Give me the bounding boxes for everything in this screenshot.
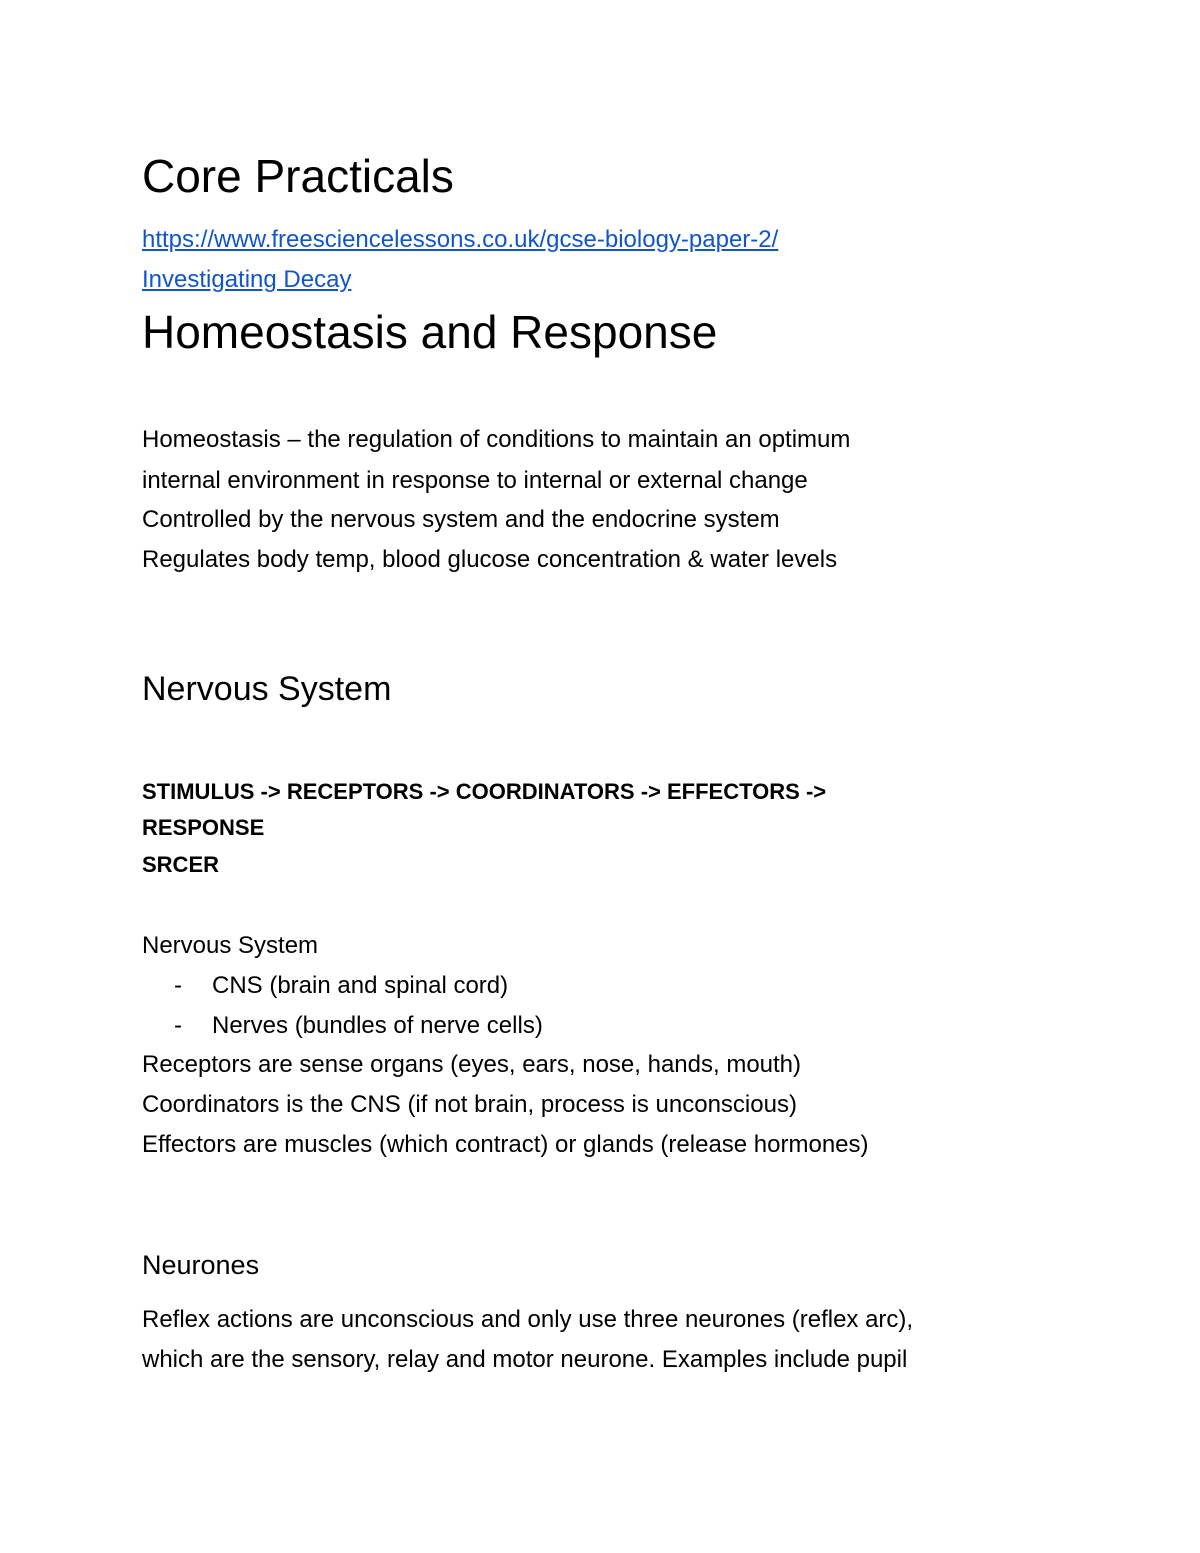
- srcer-line-2: RESPONSE: [142, 815, 265, 840]
- bullet-dash-icon: -: [174, 972, 182, 999]
- bullet-dash-icon: -: [174, 1012, 182, 1039]
- heading-core-practicals: Core Practicals: [142, 150, 454, 202]
- neurones-line-1: Reflex actions are unconscious and only use three neurones (reflex arc),: [142, 1306, 914, 1333]
- neurones-line-2: which are the sensory, relay and motor neurone. Examples include pupil: [142, 1346, 908, 1373]
- list-item: [142, 971, 1042, 1001]
- nervous-note-3: Effectors are muscles (which contract) or glands (release hormones): [142, 1131, 869, 1158]
- link-investigating-decay[interactable]: Investigating Decay: [142, 266, 352, 293]
- link-freesciencelessons[interactable]: https://www.freesciencelessons.co.uk/gcse-biology-paper-2/: [142, 226, 779, 253]
- list-item-text: CNS (brain and spinal cord): [212, 972, 509, 999]
- heading-neurones: Neurones: [142, 1250, 260, 1280]
- nervous-note-1: Receptors are sense organs (eyes, ears, nose, hands, mouth): [142, 1051, 802, 1078]
- homeostasis-line-3: Controlled by the nervous system and the endocrine system: [142, 506, 780, 533]
- homeostasis-line-4: Regulates body temp, blood glucose concentration & water levels: [142, 546, 838, 573]
- srcer-line-3: SRCER: [142, 852, 220, 877]
- homeostasis-line-1: Homeostasis – the regulation of conditions to maintain an optimum: [142, 426, 851, 453]
- nervous-list-label: Nervous System: [142, 932, 319, 959]
- heading-nervous-system: Nervous System: [142, 670, 392, 708]
- nervous-note-2: Coordinators is the CNS (if not brain, process is unconscious): [142, 1091, 797, 1118]
- srcer-line-1: STIMULUS -> RECEPTORS -> COORDINATORS -> EFFECTORS ->: [142, 779, 827, 804]
- list-item-text: Nerves (bundles of nerve cells): [212, 1012, 543, 1039]
- heading-homeostasis-and-response: Homeostasis and Response: [142, 306, 718, 358]
- list-item: [142, 1011, 1042, 1041]
- homeostasis-line-2: internal environment in response to internal or external change: [142, 467, 808, 494]
